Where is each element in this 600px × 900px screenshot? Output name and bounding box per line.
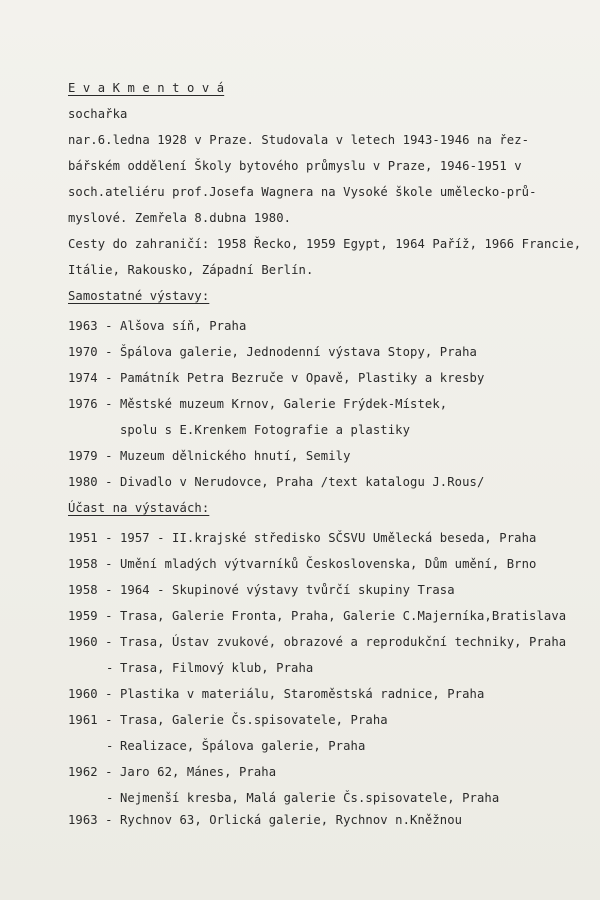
exhibition-year: 1960 -	[68, 687, 113, 701]
exhibition-text: spolu s E.Krenkem Fotografie a plastiky	[120, 423, 411, 437]
exhibition-year: 1958 -	[68, 557, 113, 571]
exhibition-text: Muzeum dělnického hnutí, Semily	[120, 449, 351, 463]
exhibition-text: Umění mladých výtvarníků Československa, Dům umění, Brno	[120, 557, 537, 571]
exhibition-text: Trasa, Galerie Fronta, Praha, Galerie C.Majerníka,Bratislava	[120, 609, 567, 623]
exhibition-text: Trasa, Ústav zvukové, obrazové a reprodukční techniky, Praha	[120, 635, 567, 649]
exhibition-year: 1980 -	[68, 475, 113, 489]
travel-line: Cesty do zahraničí: 1958 Řecko, 1959 Egypt, 1964 Paříž, 1966 Francie,	[68, 237, 582, 251]
exhibition-year: -	[106, 791, 114, 805]
exhibition-year: 1974 -	[68, 371, 113, 385]
exhibition-text: 1964 - Skupinové výstavy tvůrčí skupiny Trasa	[120, 583, 455, 597]
exhibition-text: Realizace, Špálova galerie, Praha	[120, 739, 366, 753]
exhibition-text: Plastika v materiálu, Staroměstská radnice, Praha	[120, 687, 485, 701]
solo-exhibitions-heading: Samostatné výstavy:	[68, 289, 210, 303]
exhibition-text: Alšova síň, Praha	[120, 319, 247, 333]
bio-line: bářském oddělení Školy bytového průmyslu v Praze, 1946-1951 v	[68, 159, 522, 173]
bio-line: myslové. Zemřela 8.dubna 1980.	[68, 211, 292, 225]
exhibition-text: Městské muzeum Krnov, Galerie Frýdek-Místek,	[120, 397, 448, 411]
group-exhibitions-heading: Účast na výstavách:	[68, 501, 210, 515]
travel-line: Itálie, Rakousko, Západní Berlín.	[68, 263, 314, 277]
exhibition-year: 1959 -	[68, 609, 113, 623]
exhibition-year: -	[106, 661, 114, 675]
bio-line: nar.6.ledna 1928 v Praze. Studovala v letech 1943-1946 na řez-	[68, 133, 530, 147]
exhibition-text: Divadlo v Nerudovce, Praha /text katalogu J.Rous/	[120, 475, 485, 489]
exhibition-text: Jaro 62, Mánes, Praha	[120, 765, 277, 779]
exhibition-year: 1976 -	[68, 397, 113, 411]
exhibition-year: 1951 -	[68, 531, 113, 545]
exhibition-text: Trasa, Galerie Čs.spisovatele, Praha	[120, 713, 388, 727]
bio-line: soch.ateliéru prof.Josefa Wagnera na Vysoké škole umělecko-prů-	[68, 185, 537, 199]
profession: sochařka	[68, 107, 128, 121]
exhibition-year: 1962 -	[68, 765, 113, 779]
exhibition-text: Špálova galerie, Jednodenní výstava Stopy, Praha	[120, 345, 477, 359]
exhibition-year: 1958 -	[68, 583, 113, 597]
exhibition-year: 1970 -	[68, 345, 113, 359]
artist-name: E v a K m e n t o v á	[68, 81, 225, 95]
exhibition-text: Trasa, Filmový klub, Praha	[120, 661, 314, 675]
exhibition-year: 1961 -	[68, 713, 113, 727]
exhibition-year: -	[106, 739, 114, 753]
exhibition-year: 1963 -	[68, 813, 113, 827]
exhibition-text: Nejmenší kresba, Malá galerie Čs.spisovatele, Praha	[120, 791, 500, 805]
exhibition-year: 1960 -	[68, 635, 113, 649]
exhibition-year: 1963 -	[68, 319, 113, 333]
exhibition-text: Památník Petra Bezruče v Opavě, Plastiky a kresby	[120, 371, 485, 385]
exhibition-text: 1957 - II.krajské středisko SČSVU Umělecká beseda, Praha	[120, 531, 537, 545]
exhibition-year: 1979 -	[68, 449, 113, 463]
exhibition-text: Rychnov 63, Orlická galerie, Rychnov n.Kněžnou	[120, 813, 463, 827]
